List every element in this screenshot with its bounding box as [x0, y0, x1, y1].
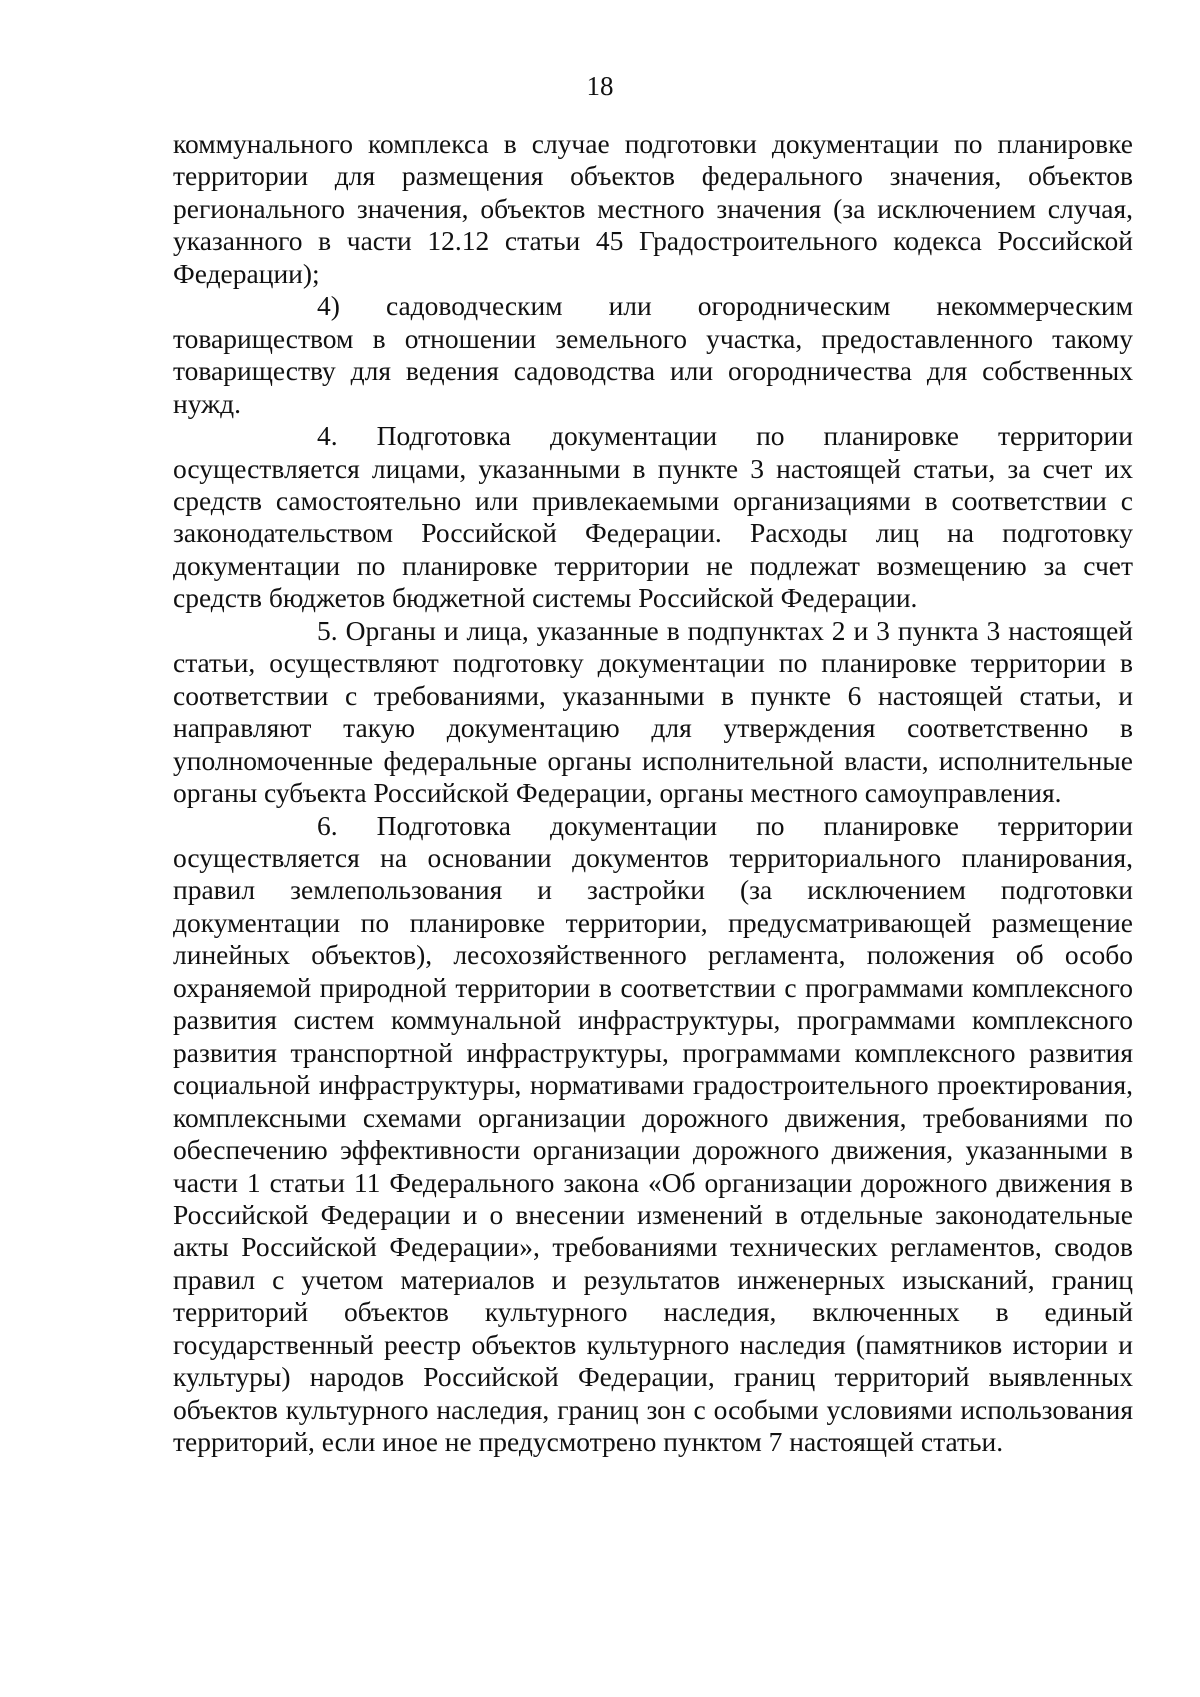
document-body	[173, 128, 1133, 1459]
paragraph-text: Органы и лица, указанные в подпунктах 2 и 3 пункта 3 настоящей статьи, осуществляют подготовку документации по планировке территории в соответствии с требованиями, указанными в пункте 6 настоящей статьи, и направляют такую документацию для утверждения соответственно в уполномоченные федеральные органы исполнительной власти, исполнительные органы субъекта Российской Федерации, органы местного самоуправления.	[173, 614, 1133, 809]
paragraph-number: 6.	[317, 809, 338, 841]
paragraph-text: садоводческим или огородническим некоммерческим товариществом в отношении земельного участка, предоставленного такому товариществу для ведения садоводства или огородничества для собственных нужд.	[173, 290, 1134, 419]
paragraph-text: коммунального комплекса в случае подготовки документации по планировке территории для размещения объектов федерального значения, объектов регионального значения, объектов местного значения (за исключением случая, указанного в части 12.12 статьи 45 Градостроительного кодекса Российской Федерации);	[173, 128, 1133, 289]
paragraph-text: Подготовка документации по планировке территории осуществляется лицами, указанными в пункте 3 настоящей статьи, за счет их средств самостоятельно или привлекаемыми организациями в соответствии с законодательством Российской Федерации. Расходы лиц на подготовку документации по планировке территории не подлежат возмещению за счет средств бюджетов бюджетной системы Российской Федерации.	[173, 420, 1133, 614]
paragraph-point-5	[173, 615, 1133, 810]
paragraph-item-4-subpoint	[173, 290, 1133, 420]
paragraph-text: Подготовка документации по планировке территории осуществляется на основании документов территориального планирования, правил землепользования и застройки (за исключением подготовки документации по планировке территории, предусматривающей размещение линейных объектов), лесохозяйственного регламента, положения об особо охраняемой природной территории в соответствии с программами комплексного развития систем коммунальной инфраструктуры, программами комплексного развития транспортной инфраструктуры, программами комплексного развития социальной инфраструктуры, нормативами градостроительного проектирования, комплексными схемами организации дорожного движения, требованиями по обеспечению эффективности организации дорожного движения, указанными в части 1 статьи 11 Федерального закона «Об организации дорожного движения в Российской Федерации и о внесении изменений в отдельные законодательные акты Российской Федерации», требованиями технических регламентов, сводов правил с учетом материалов и результатов инженерных изысканий, границ территорий объектов культурного наследия, включенных в единый государственный реестр объектов культурного наследия (памятников истории и культуры) народов Российской Федерации, границ территорий выявленных объектов культурного наследия, границ зон с особыми условиями использования территорий, если иное не предусмотрено пунктом 7 настоящей статьи.	[173, 809, 1133, 1458]
paragraph-number: 4.	[317, 420, 338, 452]
paragraph-point-4	[173, 420, 1133, 615]
paragraph-continuation	[173, 128, 1133, 290]
paragraph-number: 4)	[317, 290, 340, 322]
paragraph-number: 5.	[317, 614, 338, 646]
paragraph-point-6	[173, 810, 1133, 1459]
page-number: 18	[586, 71, 614, 101]
